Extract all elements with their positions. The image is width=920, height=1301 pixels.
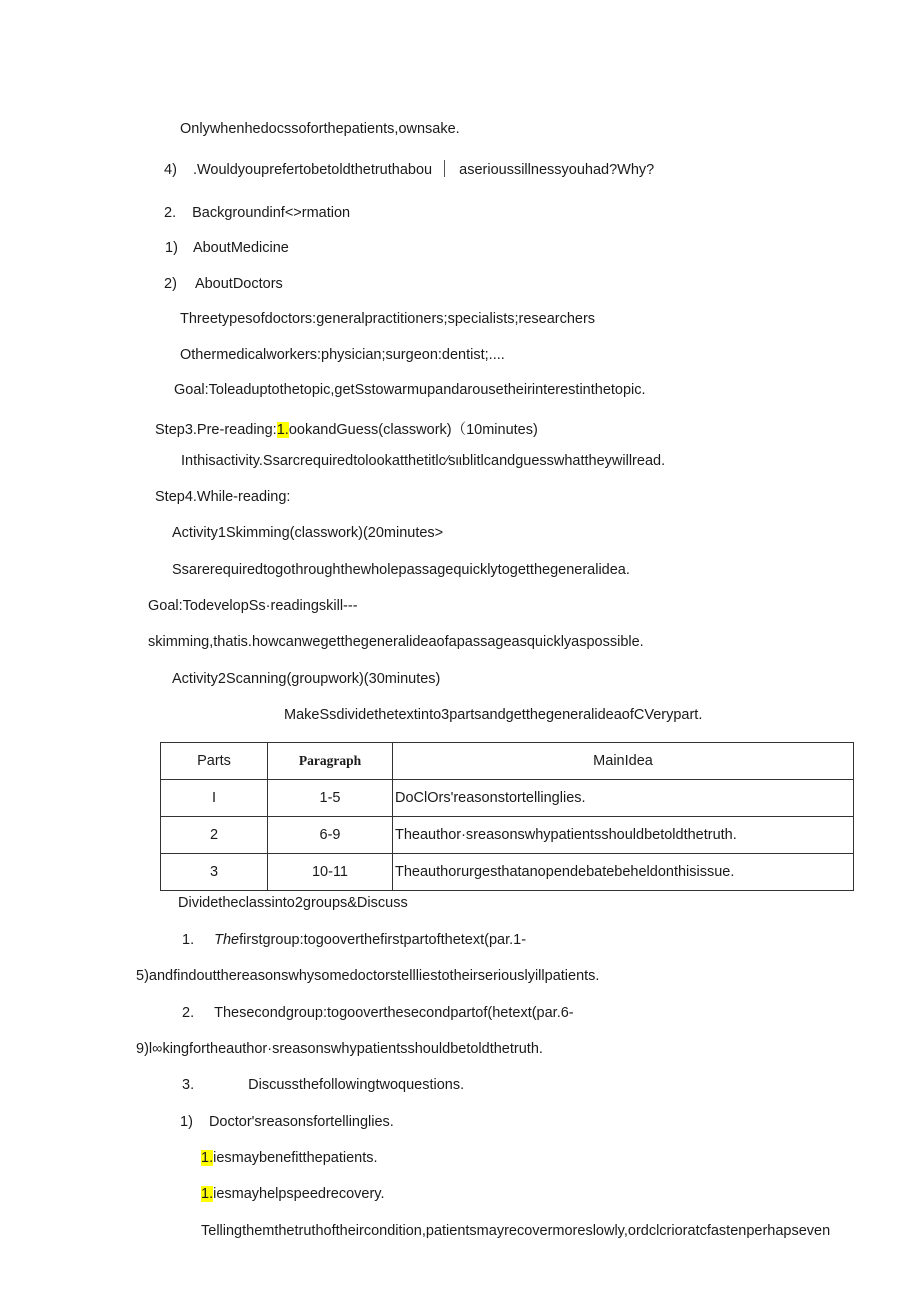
italic-word: The: [214, 932, 240, 948]
group-text: firstgroup:togooverthefirstpartofthetext(par.1-: [239, 932, 527, 948]
text-line: MakeSsdividethetextinto3partsandgetthegeneralideaofCVerypart.: [284, 707, 703, 723]
text-line: skimming,thatis.howcanwegetthegeneralideaofapassageasquicklyaspossible.: [148, 634, 644, 650]
parts-table: [160, 742, 854, 891]
group-item-1: [182, 931, 526, 949]
cell-paragraph: 1-5: [268, 780, 393, 817]
text-line: Othermedicalworkers:physician;surgeon:dentist;....: [180, 347, 505, 363]
cell-part: I: [161, 780, 268, 817]
list-number: 1): [165, 240, 178, 256]
group-item-3: [182, 1076, 464, 1094]
text-line: Onlywhenhedocssoforthepatients,ownsake.: [180, 121, 460, 137]
text-line: 9)l∞kingfortheauthor·sreasonswhypatientsshouldbetoldthetruth.: [136, 1041, 543, 1057]
goal-line: Goal:Toleaduptothetopic,getSstowarmupandarousetheirinterestinthetopic.: [174, 382, 646, 398]
cell-paragraph: 10-11: [268, 854, 393, 891]
goal-line: Goal:TodevelopSs·readingskill---: [148, 598, 358, 614]
reason-item: [201, 1185, 385, 1203]
group-text: Thesecondgroup:togooverthesecondpartof(hetext(par.6-: [214, 1005, 574, 1021]
question-text-b: aserioussillnessyouhad?Why?: [459, 162, 655, 178]
list-number: 2.: [164, 205, 177, 221]
list-item: [164, 275, 283, 293]
list-number: 3.: [182, 1077, 195, 1093]
step-text: ookandGuess(classwork)（10minutes): [288, 422, 538, 438]
group-item-2: [182, 1004, 574, 1022]
cell-idea: Theauthor·sreasonswhypatientsshouldbetoldthetruth.: [393, 817, 854, 854]
reason-text: iesmaybenefitthepatients.: [213, 1150, 378, 1166]
highlight-mark: 1.: [201, 1150, 214, 1166]
cell-part: 3: [161, 854, 268, 891]
highlight-mark: 1.: [276, 422, 289, 438]
activity-heading: Activity2Scanning(groupwork)(30minutes): [172, 671, 441, 687]
cell-idea: DoClOrs'reasonstortellinglies.: [393, 780, 854, 817]
cell-part: 2: [161, 817, 268, 854]
header-parts: Parts: [161, 743, 268, 780]
cell-paragraph: 6-9: [268, 817, 393, 854]
table-row: [161, 854, 854, 891]
table-row: [161, 817, 854, 854]
text-line: 5)andfindoutthereasonswhysomedoctorstellliestotheirseriouslyillpatients.: [136, 968, 600, 984]
text-line: Threetypesofdoctors:generalpractitioners;specialists;researchers: [180, 311, 596, 327]
group-text: Discussthefollowingtwoquestions.: [248, 1077, 465, 1093]
question-text-a: .Wouldyouprefertobetoldthetruthabou: [192, 162, 433, 178]
table-row: [161, 780, 854, 817]
heading-text: Backgroundinf<>rmation: [192, 205, 351, 221]
text-line: Inthisactivity.Ssarcrequiredtolookatthetitlc⁄sιιblitlcandguesswhattheywillread.: [181, 453, 666, 469]
highlight-mark: 1.: [201, 1186, 214, 1202]
step-label: Step3.Pre-reading:: [155, 422, 277, 438]
step3-line: [155, 421, 538, 439]
cursor-bar: [444, 160, 445, 177]
text-line: Tellingthemthetruthoftheircondition,patientsmayrecovermoreslowly,ordclcrioratcfastenperhapseven: [201, 1223, 831, 1239]
list-number: 2.: [182, 1005, 195, 1021]
question-text: Doctor'sreasonsfortellinglies.: [208, 1114, 394, 1130]
list-number: 2): [164, 276, 177, 292]
reason-text: iesmayhelpspeedrecovery.: [213, 1186, 385, 1202]
section-heading: [164, 204, 350, 222]
question-1: [180, 1113, 394, 1131]
header-main-idea: MainIdea: [393, 743, 854, 780]
list-number: 1): [180, 1114, 193, 1130]
activity-heading: Activity1Skimming(classwork)(20minutes>: [172, 525, 444, 541]
step4-line: Step4.While-reading:: [155, 489, 291, 505]
text-line: Ssarerequiredtogothroughthewholepassagequicklytogetthegeneralidea.: [172, 562, 630, 578]
question-4: [164, 160, 654, 179]
list-number: 4): [164, 162, 177, 178]
reason-item: [201, 1149, 378, 1167]
cell-idea: Theauthorurgesthatanopendebatebeheldonthisissue.: [393, 854, 854, 891]
list-number: 1.: [182, 932, 195, 948]
header-paragraph: Paragraph: [268, 743, 393, 780]
table-header-row: [161, 743, 854, 780]
text-line: Dividetheclassinto2groups&Discuss: [178, 895, 408, 911]
list-text: AboutMedicine: [192, 240, 289, 256]
list-text: AboutDoctors: [194, 276, 283, 292]
list-item: [165, 239, 289, 257]
